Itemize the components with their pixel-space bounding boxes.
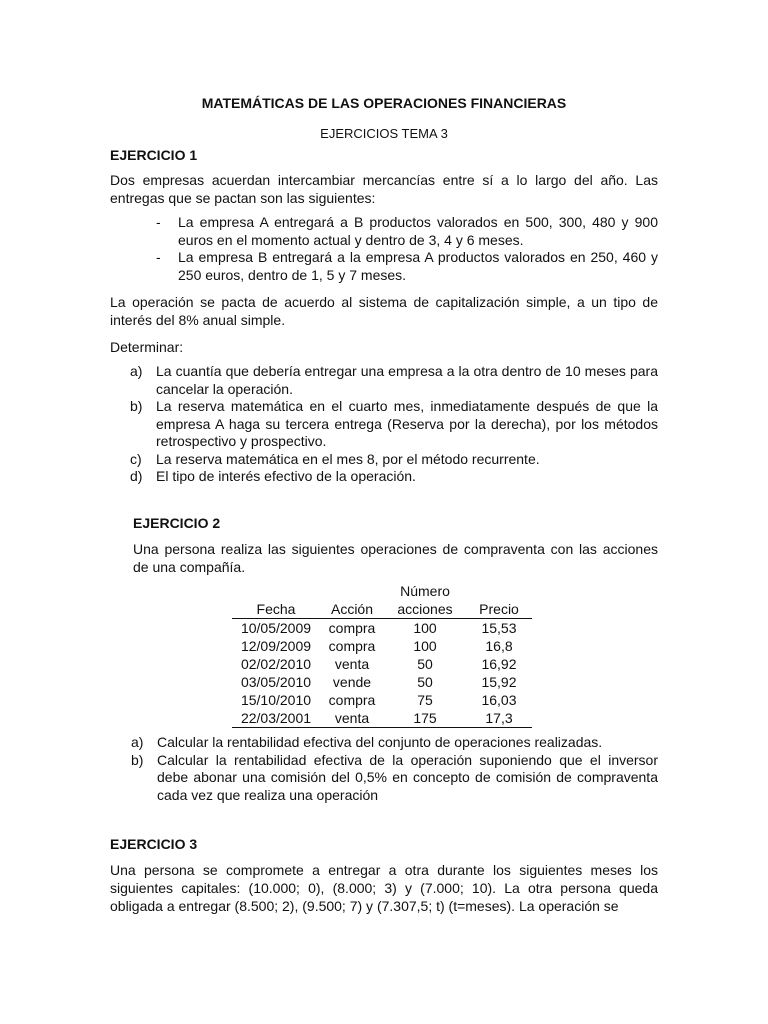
exercise-1-deliveries-list: [156, 214, 658, 284]
list-item: [156, 214, 658, 249]
table-row: [232, 691, 532, 709]
cell-number: 100: [413, 620, 437, 636]
cell-date: 02/02/2010: [240, 656, 312, 672]
cell-action: compra: [328, 638, 376, 654]
exercise-3-intro: Una persona se compromete a entregar a otra durante los siguientes meses los siguientes capitales: (10.000; 0), (8.000; 3) y (7.000; 10). La otra persona queda obligada a entregar (8.500; 2), (9.500; 7) y (7.307,5; t) (t=meses). La operación se: [110, 862, 658, 914]
cell-number: 75: [417, 692, 433, 708]
cell-action: vende: [332, 674, 372, 690]
list-item: [130, 450, 658, 469]
column-header-number-bottom: acciones: [384, 600, 466, 619]
list-item-text: La reserva matemática en el cuarto mes, inmediatamente después de que la empresa A haga su tercera entrega (Reserva por la derecha), por los métodos retrospectivo y prospectivo.: [156, 398, 658, 449]
cell-action: venta: [334, 656, 370, 672]
item-marker: a): [130, 363, 143, 379]
item-marker: b): [131, 751, 144, 768]
cell-date: 15/10/2010: [240, 692, 312, 708]
table-row: [232, 619, 532, 638]
cell-number: 100: [413, 638, 437, 654]
item-marker: b): [130, 398, 143, 414]
column-header-price: Precio: [466, 600, 532, 619]
list-item: [156, 249, 658, 284]
list-item-text: La empresa A entregará a B productos valorados en 500, 300, 480 y 900 euros en el momento actual y dentro de 3, 4 y 6 meses.: [178, 214, 658, 248]
list-item-text: Calcular la rentabilidad efectiva del conjunto de operaciones realizadas.: [157, 734, 603, 750]
exercise-1-questions: [130, 363, 658, 486]
cell-price: 15,53: [481, 620, 517, 636]
document-title: MATEMÁTICAS DE LAS OPERACIONES FINANCIERAS: [201, 95, 567, 111]
cell-date: 10/05/2009: [240, 620, 312, 636]
column-header-number-top: Número: [400, 583, 450, 599]
item-marker: c): [130, 450, 142, 467]
item-marker: a): [131, 734, 144, 750]
exercise-1-heading: EJERCICIO 1: [110, 147, 198, 163]
list-item-text: Calcular la rentabilidad efectiva de la operación suponiendo que el inversor debe abonar una comisión del 0,5% en concepto de comisión de compraventa cada vez que realiza una operación: [157, 751, 658, 803]
exercise-3: [110, 836, 658, 915]
exercise-1-operation: La operación se pacta de acuerdo al sistema de capitalización simple, a un tipo de interés del 8% anual simple.: [110, 294, 658, 328]
list-item: [131, 734, 658, 752]
list-item-text: La reserva matemática en el mes 8, por el método recurrente.: [156, 450, 540, 467]
list-item: [131, 751, 658, 805]
column-header-date: Fecha: [232, 600, 320, 619]
stock-operations-table: [232, 582, 532, 728]
cell-price: 15,92: [481, 674, 517, 690]
list-item: [130, 363, 658, 398]
cell-price: 16,03: [481, 692, 517, 708]
list-item: [130, 398, 658, 451]
cell-date: 12/09/2009: [240, 638, 312, 654]
cell-price: 16,8: [485, 638, 513, 654]
list-item-text: El tipo de interés efectivo de la operación.: [156, 468, 416, 484]
bullet-marker: -: [156, 214, 161, 230]
table-row: [232, 655, 532, 673]
exercise-3-heading: EJERCICIO 3: [110, 836, 198, 852]
cell-number: 50: [417, 674, 433, 690]
cell-action: compra: [328, 620, 376, 636]
document-subtitle: EJERCICIOS TEMA 3: [320, 126, 448, 141]
exercise-2-heading: EJERCICIO 2: [133, 515, 221, 531]
table-row: [232, 673, 532, 691]
table-row: [232, 637, 532, 655]
exercise-1: [110, 147, 658, 486]
exercise-2: [133, 515, 658, 576]
item-marker: d): [130, 468, 143, 484]
cell-date: 03/05/2010: [240, 674, 312, 690]
list-item-text: La empresa B entregará a la empresa A productos valorados en 250, 460 y 250 euros, dentro de 1, 5 y 7 meses.: [178, 249, 658, 283]
bullet-marker: -: [156, 249, 161, 265]
list-item-text: La cuantía que debería entregar una empresa a la otra dentro de 10 meses para cancelar la operación.: [156, 363, 658, 397]
exercise-1-determine: Determinar:: [110, 339, 184, 355]
cell-number: 50: [417, 656, 433, 672]
exercise-2-intro: Una persona realiza las siguientes operaciones de compraventa con las acciones de una compañía.: [133, 541, 658, 575]
column-header-action: Acción: [320, 600, 384, 619]
exercise-1-intro: Dos empresas acuerdan intercambiar mercancías entre sí a lo largo del año. Las entregas que se pactan son las siguientes:: [110, 172, 658, 206]
cell-action: compra: [328, 692, 376, 708]
table-row: [232, 709, 532, 728]
cell-date: 22/03/2001: [232, 709, 320, 728]
cell-action: venta: [320, 709, 384, 728]
cell-price: 16,92: [481, 656, 517, 672]
list-item: [130, 468, 658, 486]
cell-number: 175: [384, 709, 466, 728]
exercise-2-questions: [131, 734, 658, 804]
cell-price: 17,3: [466, 709, 532, 728]
